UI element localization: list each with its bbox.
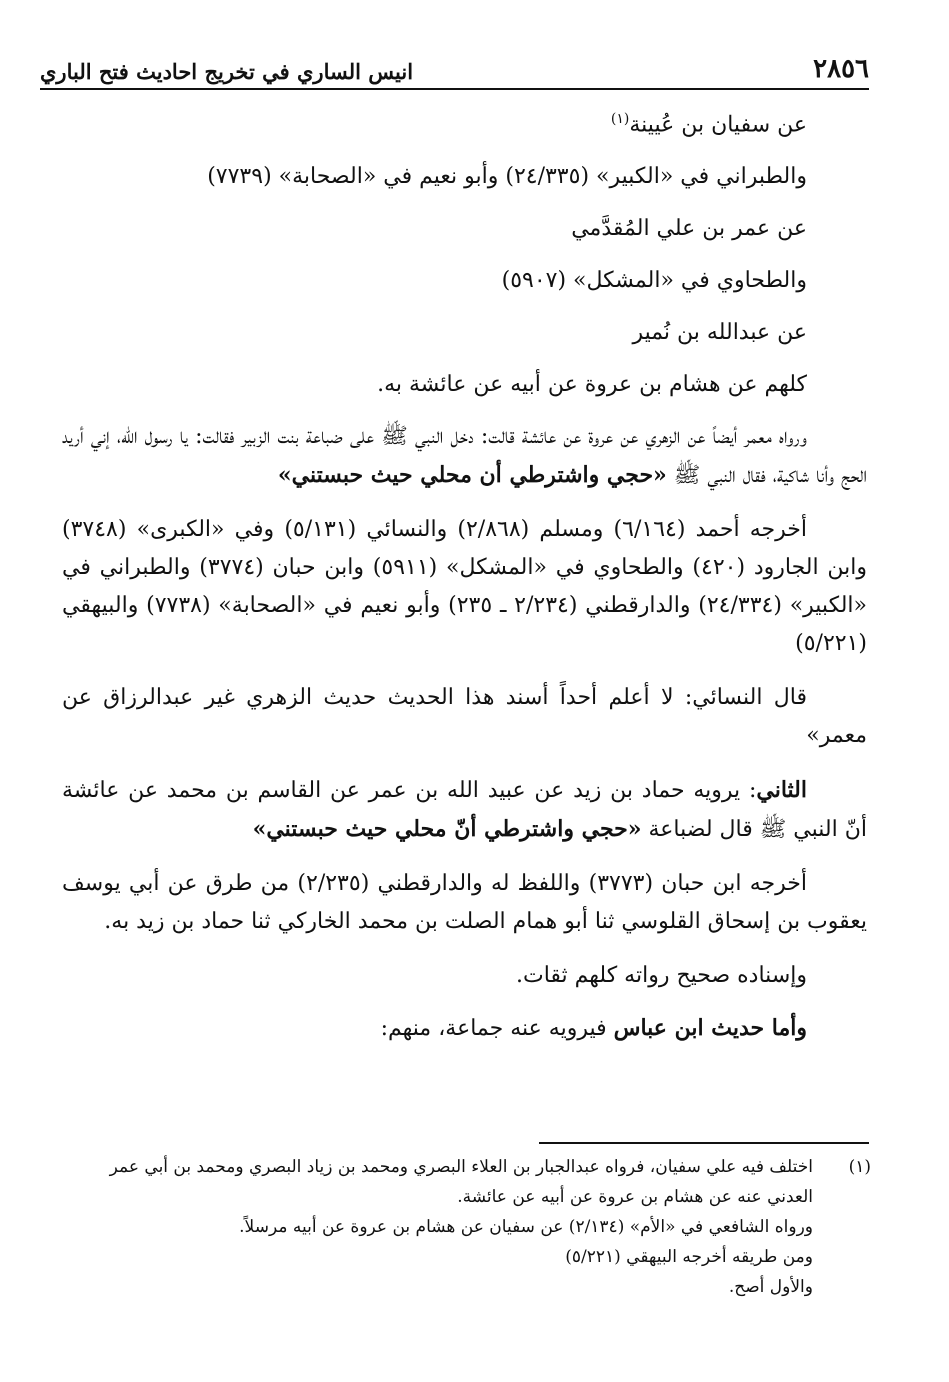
paragraph: أخرجه ابن حبان (٣٧٧٣) واللفظ له والدارقطني (٢/٢٣٥) من طرق عن أبي يوسف يعقوب بن إسحاق القلوسي ثنا أبو همام الصلت بن محمد الخاركي ثنا حماد بن زيد به. [62,871,867,935]
text-span: عن سفيان بن عُيينة [629,112,807,138]
page-number: ٢٨٥٦ [813,54,869,84]
footnote-line: ورواه الشافعي في «الأم» (٢/١٣٤) عن سفيان عن هشام بن عروة عن أبيه مرسلاً. [239,1217,813,1237]
footnote-ref: (١) [610,111,630,127]
text-line: والطبراني في «الكبير» (٢٤/٣٣٥) وأبو نعيم في «الصحابة» (٧٧٣٩) [207,164,807,190]
paragraph [62,418,867,495]
footnote-divider [539,1142,869,1144]
footnote-line: والأول أصح. [728,1277,813,1297]
running-title: انيس الساري في تخريج احاديث فتح الباري [40,59,414,84]
footnote-body [62,1152,813,1302]
main-text [62,100,867,1062]
text-line: كلهم عن هشام بن عروة عن أبيه عن عائشة به. [377,372,807,398]
text-line: وإسناده صحيح رواته كلهم ثقات. [515,963,807,989]
hadith-quote: «حجي واشترطي أن محلي حيث حبستني» [277,462,667,489]
paragraph-text: ورواه معمر أيضاً عن الزهري عن عروة عن عائشة قالت: دخل النبي ﷺ على ضباعة بنت الزبير فقالت: يا رسول الله، إني أريد الحج وأنا شاكية، فقال النبي ﷺ [62,424,867,489]
section-label: وأما حديث ابن عباس [613,1015,807,1042]
paragraph-text: : يرويه حماد بن زيد عن عبيد الله بن عمر عن القاسم بن محمد عن عائشة أنّ النبي ﷺ قال لضباعة [62,778,867,843]
footnote [62,1152,871,1302]
paragraph: أخرجه أحمد (٦/١٦٤) ومسلم (٢/٨٦٨) والنسائي (٥/١٣١) وفي «الكبرى» (٣٧٤٨) وابن الجارود (٤٢٠) والطحاوي في «المشكل» (٥٩١١) وابن حبان (٣٧٧٤) والطبراني في «الكبير» (٢٤/٣٣٤) والدارقطني (٢/٢٣٤ ـ ٢٣٥) وأبو نعيم في «الصحابة» (٧٧٣٨) والبيهقي (٥/٢٢١) [62,517,867,657]
paragraph [62,771,867,849]
paragraph: قال النسائي: لا أعلم أحداً أسند هذا الحديث حديث الزهري غير عبدالرزاق عن معمر» [62,685,867,749]
footnotes [62,1152,871,1302]
footnote-line: اختلف فيه علي سفيان، فرواه عبدالجبار بن العلاء البصري ومحمد بن زياد البصري ومحمد بن أبي عمر العدني عنه عن هشام بن عروة عن أبيه عن عائشة. [109,1157,813,1207]
hadith-quote: «حجي واشترطي أنّ محلي حيث حبستني» [252,816,642,843]
text-line [62,1009,867,1048]
footnote-marker: (١) [848,1157,871,1177]
paragraph-text: فيرويه عنه جماعة، منهم: [380,1016,614,1042]
section-label: الثاني [756,777,807,804]
footnote-line: ومن طريقه أخرجه البيهقي (٥/٢٢١) [565,1247,813,1267]
text-line: عن عمر بن علي المُقدَّمي [571,216,807,242]
page-header [40,40,869,90]
text-line [62,100,867,144]
text-line: عن عبدالله بن نُمير [632,320,807,346]
text-line: والطحاوي في «المشكل» (٥٩٠٧) [501,268,807,294]
